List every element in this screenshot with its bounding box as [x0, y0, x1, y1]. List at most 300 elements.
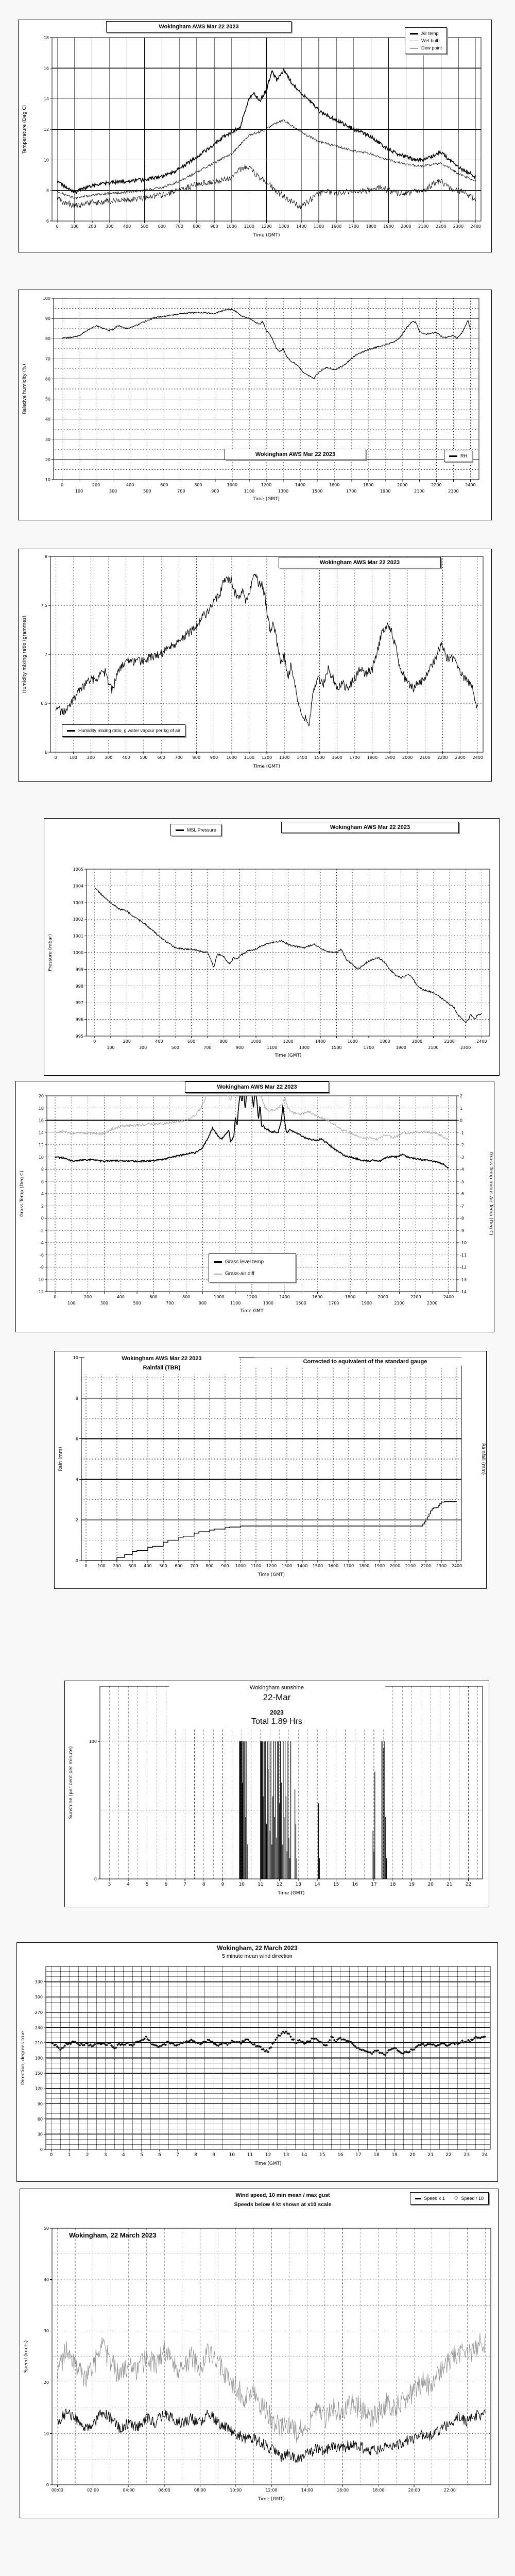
pressure-legend	[170, 824, 221, 836]
svg-text:2300: 2300	[436, 1564, 447, 1568]
svg-text:2400: 2400	[470, 224, 482, 229]
svg-text:2400: 2400	[465, 483, 476, 487]
svg-text:7.5: 7.5	[41, 603, 47, 608]
svg-text:12: 12	[38, 1143, 44, 1147]
svg-text:40: 40	[43, 2277, 49, 2282]
temperature-chart-canvas	[19, 20, 492, 253]
svg-text:-4: -4	[40, 1241, 44, 1245]
svg-text:1400: 1400	[315, 1039, 326, 1044]
wind-speed-chart-panel	[20, 2189, 499, 2518]
svg-text:400: 400	[126, 483, 134, 487]
wind-direction-chart-canvas	[17, 1943, 499, 2182]
svg-text:500: 500	[171, 1045, 179, 1050]
svg-text:150: 150	[35, 2071, 43, 2076]
svg-text:2400: 2400	[451, 1564, 462, 1568]
mixing-ratio-line-icon	[67, 730, 75, 732]
svg-text:1005: 1005	[73, 867, 83, 872]
svg-text:30: 30	[45, 437, 50, 442]
air-temp-line-icon	[410, 33, 418, 35]
svg-text:24: 24	[482, 2153, 488, 2158]
svg-text:22: 22	[465, 1882, 472, 1887]
svg-text:1600: 1600	[331, 224, 342, 229]
speed-line-icon	[415, 2198, 421, 2199]
chart-title-box	[106, 21, 291, 32]
svg-text:18:00: 18:00	[372, 2488, 385, 2493]
svg-text:0: 0	[56, 224, 59, 229]
svg-text:20: 20	[38, 1094, 44, 1098]
svg-text:300: 300	[139, 1045, 147, 1050]
svg-text:22: 22	[445, 2153, 452, 2158]
svg-text:1300: 1300	[279, 755, 290, 760]
svg-text:12: 12	[265, 2153, 271, 2158]
chart-title: Wokingham AWS Mar 22 2023	[319, 560, 400, 566]
svg-text:Speed (knots): Speed (knots)	[24, 2340, 29, 2373]
svg-text:-10: -10	[460, 1241, 467, 1245]
svg-text:6: 6	[41, 1179, 44, 1184]
svg-text:Time (GMT): Time (GMT)	[253, 233, 280, 238]
svg-text:2000: 2000	[397, 483, 408, 487]
svg-text:1300: 1300	[263, 1301, 274, 1306]
svg-text:2000: 2000	[401, 224, 411, 229]
chart-title-box	[225, 449, 366, 460]
svg-text:500: 500	[140, 224, 149, 229]
svg-text:2200: 2200	[410, 1295, 421, 1299]
svg-text:-6: -6	[460, 1192, 464, 1196]
legend-label: Dew point	[421, 45, 442, 50]
svg-text:1900: 1900	[396, 1045, 406, 1050]
svg-text:1400: 1400	[297, 1564, 308, 1568]
svg-text:2000: 2000	[402, 755, 413, 760]
svg-text:-6: -6	[40, 1252, 44, 1258]
svg-text:60: 60	[37, 2116, 43, 2122]
svg-text:2: 2	[41, 1204, 44, 1209]
legend-label: Speed x 1	[424, 2196, 445, 2201]
svg-text:400: 400	[116, 1295, 125, 1299]
legend-label: Grass-air diff	[225, 1271, 255, 1277]
legend-label: Wet bulb	[421, 38, 440, 43]
svg-text:1600: 1600	[347, 1039, 358, 1044]
svg-text:15: 15	[333, 1882, 339, 1887]
svg-text:10: 10	[238, 1882, 245, 1887]
speed-diamond-icon: ◇	[454, 2195, 458, 2201]
svg-text:1600: 1600	[332, 755, 342, 760]
svg-text:2100: 2100	[414, 489, 425, 494]
svg-text:7: 7	[183, 1882, 186, 1887]
svg-text:6.5: 6.5	[41, 701, 47, 706]
chart-title: Wokingham AWS Mar 22 2023	[330, 824, 410, 831]
legend-item-speed-div10	[454, 2195, 484, 2202]
svg-text:02:00: 02:00	[87, 2488, 99, 2493]
wind-direction-title-block	[154, 1943, 360, 1961]
svg-text:1900: 1900	[380, 489, 391, 494]
svg-text:6: 6	[164, 1882, 168, 1887]
svg-text:900: 900	[210, 755, 218, 760]
svg-text:10:00: 10:00	[230, 2488, 242, 2493]
svg-text:2200: 2200	[437, 755, 448, 760]
svg-text:11: 11	[258, 1882, 264, 1887]
svg-text:12:00: 12:00	[265, 2488, 278, 2493]
svg-text:Time (GMT): Time (GMT)	[258, 2497, 285, 2502]
svg-text:4: 4	[122, 2153, 125, 2158]
svg-text:Relative humidity (%): Relative humidity (%)	[22, 364, 27, 414]
svg-text:Time (GMT): Time (GMT)	[252, 497, 280, 502]
wind-speed-header-line1: Wind speed, 10 min mean / max gust	[235, 2192, 330, 2198]
svg-text:1300: 1300	[299, 1045, 310, 1050]
svg-text:1500: 1500	[312, 489, 323, 494]
svg-text:2100: 2100	[418, 224, 429, 229]
svg-text:2300: 2300	[448, 489, 459, 494]
pressure-chart-panel	[44, 818, 500, 1076]
svg-text:600: 600	[158, 224, 166, 229]
svg-text:20: 20	[43, 2380, 49, 2385]
legend-label: Humidity mixing ratio, g water vapour per kg of air	[78, 728, 181, 733]
svg-text:08:00: 08:00	[194, 2488, 206, 2493]
svg-text:900: 900	[235, 1045, 244, 1050]
svg-text:14: 14	[314, 1882, 320, 1887]
svg-text:10: 10	[229, 2153, 235, 2158]
svg-text:6: 6	[158, 2153, 161, 2158]
grass-air-diff-line-icon	[214, 1274, 222, 1275]
chart-title: Wokingham AWS Mar 22 2023	[255, 451, 336, 457]
legend-label: Air temp	[421, 31, 439, 36]
svg-text:1400: 1400	[295, 483, 306, 487]
svg-text:300: 300	[109, 489, 117, 494]
svg-text:1900: 1900	[361, 1301, 372, 1306]
svg-text:1600: 1600	[328, 1564, 339, 1568]
svg-text:700: 700	[175, 224, 183, 229]
svg-text:14:00: 14:00	[301, 2488, 313, 2493]
svg-text:100: 100	[42, 296, 50, 301]
svg-text:800: 800	[182, 1295, 191, 1299]
sunshine-total: Total 1.89 Hrs	[251, 1717, 302, 1726]
svg-text:30: 30	[43, 2329, 49, 2334]
legend-label: RH	[460, 453, 467, 459]
svg-text:2400: 2400	[443, 1295, 454, 1299]
svg-text:1200: 1200	[266, 1564, 277, 1568]
svg-text:2200: 2200	[420, 1564, 432, 1568]
svg-text:1200: 1200	[283, 1039, 294, 1044]
humidity-legend	[444, 450, 472, 462]
rainfall-correction-note	[254, 1358, 476, 1366]
svg-text:8: 8	[202, 1882, 205, 1887]
chart-title-box	[279, 557, 441, 568]
svg-text:1100: 1100	[244, 224, 254, 229]
wind-speed-header-line2: Speeds below 4 kt shown at x10 scale	[234, 2201, 332, 2208]
svg-text:6: 6	[44, 750, 47, 755]
svg-text:1100: 1100	[230, 1301, 241, 1306]
svg-text:200: 200	[92, 483, 100, 487]
svg-text:Direction, degrees true: Direction, degrees true	[21, 2031, 26, 2085]
svg-text:2300: 2300	[460, 1045, 471, 1050]
mixing-ratio-legend	[62, 724, 185, 737]
svg-text:2100: 2100	[428, 1045, 439, 1050]
svg-text:6: 6	[75, 1436, 78, 1442]
legend-item-rh	[449, 452, 467, 460]
svg-text:600: 600	[175, 1564, 183, 1568]
svg-text:19: 19	[391, 2153, 398, 2158]
svg-text:1: 1	[460, 1106, 463, 1111]
svg-text:2100: 2100	[405, 1564, 416, 1568]
legend-item-dew-point	[410, 44, 442, 52]
svg-text:1700: 1700	[329, 1301, 339, 1306]
svg-text:16: 16	[352, 1882, 358, 1887]
svg-text:14: 14	[38, 1130, 44, 1136]
svg-text:1002: 1002	[73, 917, 83, 922]
svg-text:1400: 1400	[296, 224, 307, 229]
svg-text:20: 20	[409, 2153, 416, 2158]
svg-text:300: 300	[35, 1995, 43, 2000]
svg-text:1100: 1100	[267, 1045, 278, 1050]
svg-text:100: 100	[97, 1564, 106, 1568]
svg-text:Rain (mm): Rain (mm)	[58, 1447, 63, 1471]
svg-text:70: 70	[45, 357, 50, 362]
svg-text:1200: 1200	[261, 224, 272, 229]
svg-text:1900: 1900	[374, 1564, 385, 1568]
svg-text:10: 10	[43, 2431, 49, 2436]
rainfall-title-line2: Rainfall (TBR)	[143, 1364, 181, 1371]
svg-text:16:00: 16:00	[337, 2488, 349, 2493]
svg-text:900: 900	[211, 489, 219, 494]
svg-text:400: 400	[122, 755, 130, 760]
grass-temp-legend	[209, 1253, 296, 1282]
svg-text:60: 60	[45, 377, 50, 382]
svg-text:18: 18	[389, 1882, 396, 1887]
svg-text:8: 8	[41, 1167, 44, 1172]
svg-text:1000: 1000	[250, 1039, 262, 1044]
svg-text:100: 100	[89, 1739, 97, 1744]
svg-text:-7: -7	[460, 1204, 464, 1209]
svg-text:11: 11	[247, 2153, 253, 2158]
svg-text:900: 900	[198, 1301, 207, 1306]
svg-text:22:00: 22:00	[443, 2488, 456, 2493]
svg-text:200: 200	[123, 1039, 131, 1044]
svg-text:1700: 1700	[346, 489, 357, 494]
svg-text:2100: 2100	[420, 755, 431, 760]
svg-text:997: 997	[75, 1001, 83, 1006]
humidity-chart-canvas	[19, 290, 492, 521]
svg-text:8: 8	[75, 1396, 78, 1401]
svg-text:3: 3	[108, 1882, 111, 1887]
svg-text:17: 17	[355, 2153, 362, 2158]
svg-text:2300: 2300	[455, 755, 466, 760]
svg-text:Grass Temp (Deg C): Grass Temp (Deg C)	[20, 1171, 25, 1217]
svg-text:5: 5	[145, 1882, 149, 1887]
svg-text:1000: 1000	[214, 1295, 225, 1299]
svg-text:240: 240	[35, 2025, 43, 2030]
svg-text:200: 200	[83, 1295, 92, 1299]
svg-text:0: 0	[49, 2153, 53, 2158]
svg-text:18: 18	[43, 36, 49, 40]
svg-text:4: 4	[127, 1882, 130, 1887]
svg-text:1400: 1400	[297, 755, 307, 760]
svg-text:1200: 1200	[246, 1295, 258, 1299]
svg-text:16: 16	[38, 1118, 44, 1123]
svg-text:18: 18	[38, 1106, 44, 1111]
svg-text:1004: 1004	[73, 884, 83, 889]
svg-text:900: 900	[221, 1564, 229, 1568]
svg-text:1200: 1200	[261, 755, 272, 760]
svg-text:0: 0	[54, 755, 57, 760]
rainfall-chart-canvas	[55, 1351, 487, 1589]
svg-text:1800: 1800	[380, 1039, 390, 1044]
svg-text:1600: 1600	[329, 483, 340, 487]
svg-text:12: 12	[43, 127, 49, 132]
sunshine-chart-panel	[64, 1681, 489, 1907]
pressure-chart-canvas	[44, 819, 500, 1076]
svg-text:800: 800	[205, 1564, 214, 1568]
rainfall-title	[84, 1353, 239, 1374]
grass-temp-chart-canvas	[16, 1081, 495, 1333]
legend-item-grass-air-diff	[214, 1268, 291, 1280]
svg-text:800: 800	[192, 755, 201, 760]
rainfall-chart-panel	[54, 1351, 487, 1589]
mixing-ratio-chart-canvas	[19, 549, 492, 782]
svg-text:1800: 1800	[358, 1564, 370, 1568]
svg-text:21: 21	[447, 1882, 453, 1887]
svg-text:1000: 1000	[227, 483, 238, 487]
svg-text:700: 700	[175, 755, 183, 760]
legend-label: MSL Pressure	[187, 827, 216, 833]
svg-text:20: 20	[45, 457, 50, 462]
svg-text:-9: -9	[460, 1228, 464, 1233]
svg-text:40: 40	[45, 417, 50, 422]
wind-speed-legend	[410, 2192, 489, 2205]
svg-text:20:00: 20:00	[408, 2488, 420, 2493]
svg-text:13: 13	[283, 2153, 289, 2158]
svg-text:30: 30	[37, 2132, 43, 2137]
svg-text:200: 200	[88, 224, 96, 229]
svg-text:50: 50	[43, 2226, 49, 2231]
svg-text:1500: 1500	[296, 1301, 306, 1306]
svg-text:120: 120	[35, 2086, 43, 2091]
svg-text:1300: 1300	[278, 489, 289, 494]
svg-text:2: 2	[75, 1518, 78, 1523]
svg-text:7: 7	[44, 652, 47, 657]
legend-label: Grass level temp	[225, 1259, 264, 1265]
grass-temp-chart-panel	[15, 1081, 494, 1332]
svg-text:14: 14	[301, 2153, 307, 2158]
svg-text:18: 18	[373, 2153, 380, 2158]
legend-item-msl-pressure	[176, 826, 216, 834]
svg-text:1600: 1600	[312, 1295, 323, 1299]
legend-item-grass-temp	[214, 1256, 291, 1268]
svg-text:1800: 1800	[363, 483, 374, 487]
svg-text:1000: 1000	[226, 755, 237, 760]
svg-text:1400: 1400	[279, 1295, 290, 1299]
humidity-chart-panel	[18, 290, 492, 520]
svg-text:Sunshine (per cent per minute): Sunshine (per cent per minute)	[68, 1746, 74, 1819]
svg-text:200: 200	[113, 1564, 121, 1568]
svg-text:1100: 1100	[244, 755, 255, 760]
svg-text:4: 4	[75, 1477, 78, 1482]
sunshine-year: 2023	[270, 1709, 284, 1716]
svg-text:-1: -1	[460, 1130, 464, 1136]
svg-text:996: 996	[75, 1017, 83, 1022]
svg-text:100: 100	[67, 1301, 76, 1306]
svg-text:8: 8	[194, 2153, 198, 2158]
svg-text:Time (GMT): Time (GMT)	[254, 2161, 282, 2166]
svg-text:1003: 1003	[73, 900, 83, 905]
svg-text:1800: 1800	[345, 1295, 356, 1299]
wind-direction-chart-panel	[16, 1942, 498, 2182]
svg-text:800: 800	[194, 483, 202, 487]
svg-text:700: 700	[166, 1301, 174, 1306]
svg-text:300: 300	[105, 755, 113, 760]
svg-text:-3: -3	[460, 1155, 464, 1160]
svg-text:-10: -10	[37, 1277, 44, 1282]
svg-text:500: 500	[159, 1564, 167, 1568]
svg-text:1000: 1000	[73, 951, 83, 955]
temperature-legend	[405, 27, 447, 54]
svg-text:Time GMT: Time GMT	[240, 1309, 264, 1314]
svg-text:500: 500	[143, 489, 151, 494]
wind-direction-title: Wokingham, 22 March 2023	[217, 1944, 298, 1952]
svg-text:600: 600	[187, 1039, 196, 1044]
svg-text:210: 210	[35, 2040, 43, 2045]
svg-text:6: 6	[46, 219, 49, 224]
svg-text:500: 500	[140, 755, 148, 760]
svg-text:0: 0	[41, 1216, 44, 1221]
svg-text:1100: 1100	[250, 1564, 262, 1568]
svg-text:400: 400	[123, 224, 131, 229]
svg-text:Time (GMT): Time (GMT)	[274, 1053, 302, 1058]
svg-text:100: 100	[75, 489, 83, 494]
svg-text:-14: -14	[460, 1290, 467, 1294]
svg-text:Pressure (mbar): Pressure (mbar)	[48, 934, 53, 972]
svg-text:1700: 1700	[348, 224, 359, 229]
svg-text:2200: 2200	[444, 1039, 455, 1044]
chart-title: Wokingham AWS Mar 22 2023	[217, 1084, 297, 1090]
svg-text:2400: 2400	[472, 755, 483, 760]
svg-text:-11: -11	[460, 1252, 467, 1258]
svg-text:100: 100	[69, 755, 78, 760]
svg-text:1100: 1100	[244, 489, 255, 494]
svg-text:998: 998	[75, 984, 83, 989]
svg-text:20: 20	[427, 1882, 434, 1887]
svg-text:2300: 2300	[427, 1301, 438, 1306]
svg-text:1800: 1800	[366, 224, 376, 229]
svg-text:180: 180	[35, 2056, 43, 2061]
svg-text:10: 10	[73, 1355, 78, 1360]
chart-title-box	[185, 1081, 329, 1093]
chart-title-box	[281, 822, 459, 833]
svg-text:700: 700	[203, 1045, 212, 1050]
svg-text:16: 16	[43, 66, 49, 71]
svg-text:1: 1	[67, 2153, 71, 2158]
svg-text:1700: 1700	[343, 1564, 354, 1568]
svg-text:12: 12	[276, 1882, 283, 1887]
svg-text:100: 100	[107, 1045, 115, 1050]
svg-text:0: 0	[460, 1118, 463, 1123]
svg-text:90: 90	[37, 2102, 43, 2107]
grass-temp-line-icon	[214, 1261, 222, 1263]
svg-text:10: 10	[43, 158, 49, 163]
svg-text:800: 800	[219, 1039, 228, 1044]
svg-text:Grass Temp minus Air Temp (Deg: Grass Temp minus Air Temp (Deg C)	[488, 1152, 493, 1235]
svg-text:2000: 2000	[377, 1295, 388, 1299]
svg-text:Time (GMT): Time (GMT)	[253, 764, 281, 769]
svg-text:2000: 2000	[411, 1039, 423, 1044]
svg-text:1200: 1200	[261, 483, 272, 487]
svg-text:1000: 1000	[226, 224, 237, 229]
svg-text:4: 4	[41, 1192, 44, 1196]
wind-speed-title: Wokingham, 22 March 2023	[69, 2231, 157, 2239]
svg-text:15: 15	[319, 2153, 325, 2158]
svg-text:600: 600	[149, 1295, 158, 1299]
svg-text:2000: 2000	[389, 1564, 401, 1568]
legend-item-mixing-ratio	[67, 727, 180, 734]
svg-text:400: 400	[144, 1564, 152, 1568]
